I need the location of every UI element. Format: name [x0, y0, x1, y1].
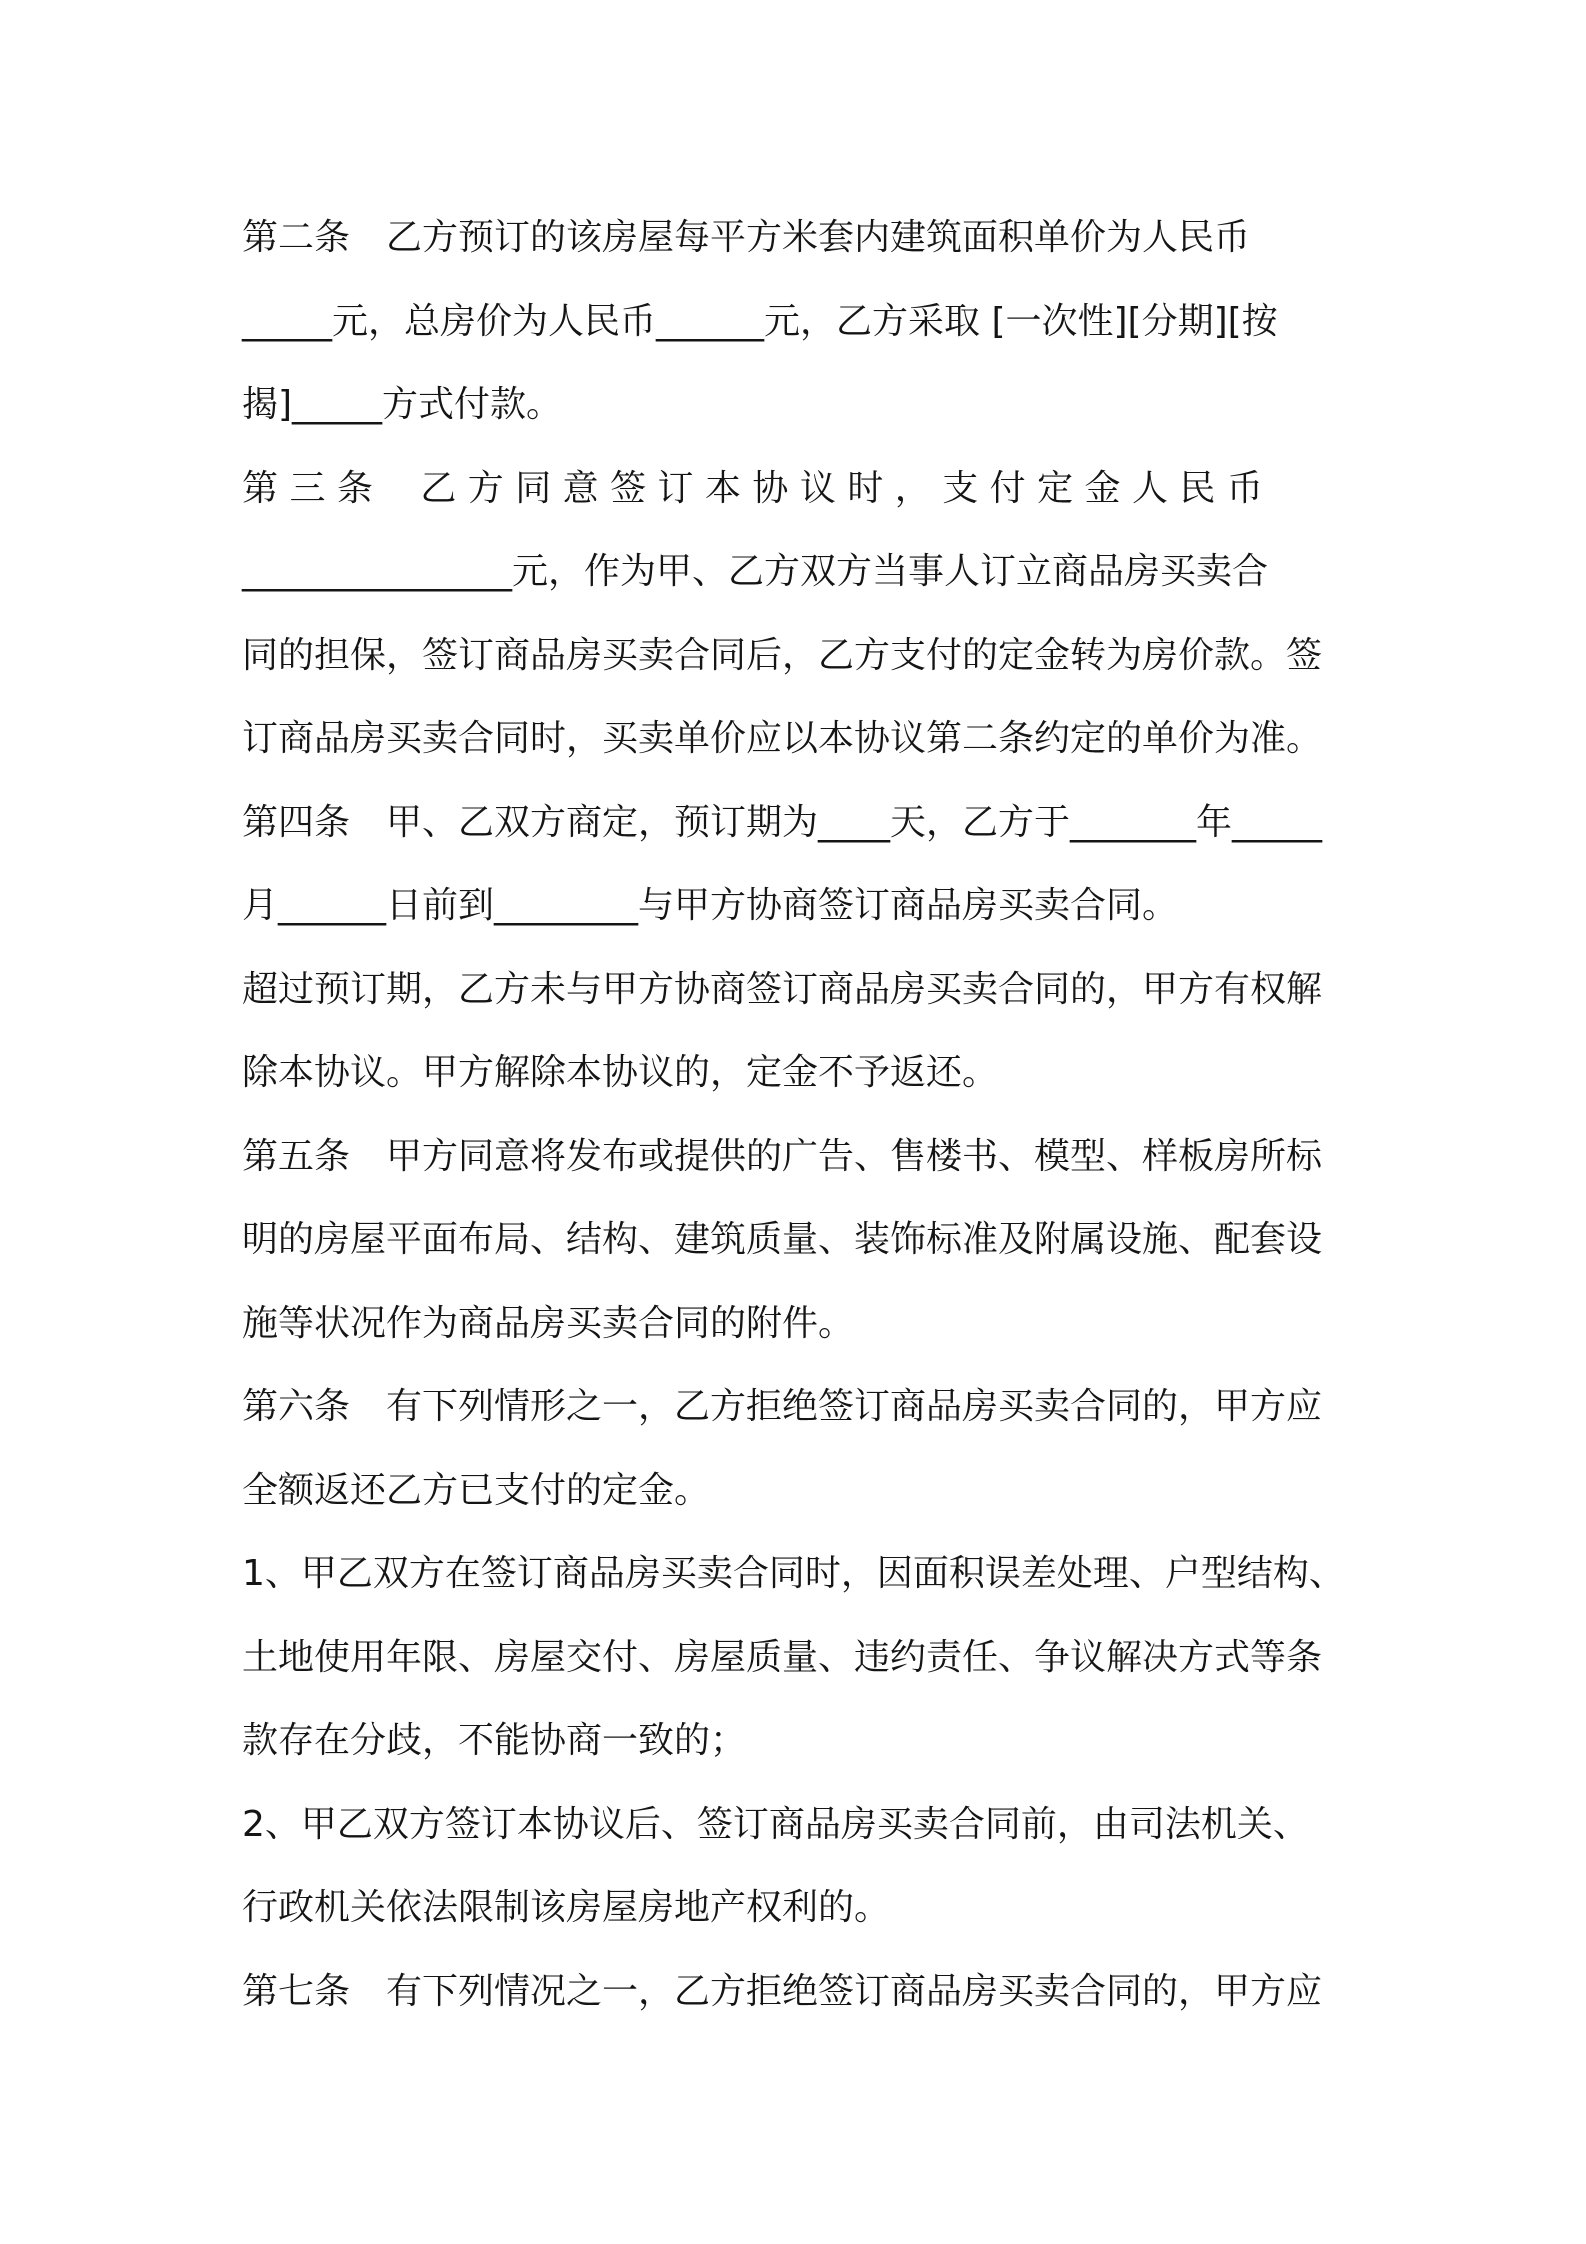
clause-6-item-1-line-3: 款存在分歧，不能协商一致的； — [242, 1720, 747, 1761]
clause-3-line-1: 第 三 条 乙 方 同 意 签 订 本 协 议 时 ， 支 付 定 金 人 民 币 — [242, 467, 1263, 509]
clause-4-line-2: 月______日前到________与甲方协商签订商品房买卖合同。 — [242, 885, 1179, 926]
clause-6-line-2: 全额返还乙方已支付的定金。 — [242, 1469, 711, 1511]
clause-2-line-1: 第二条 乙方预订的该房屋每平方米套内建筑面积单价为人民币 — [242, 217, 1251, 258]
clause-7-line-1: 第七条 有下列情况之一，乙方拒绝签订商品房买卖合同的，甲方应 — [242, 1970, 1323, 2012]
clause-3-line-2: _______________元，作为甲、乙方双方当事人订立商品房买卖合 — [242, 551, 1269, 592]
document-body — [242, 196, 1362, 2033]
clause-6-item-1-line-1: 1、甲乙双方在签订商品房买卖合同时，因面积误差处理、户型结构、 — [242, 1553, 1345, 1594]
clause-4-line-3: 超过预订期，乙方未与甲方协商签订商品房买卖合同的，甲方有权解 — [242, 968, 1323, 1010]
clause-5-line-3: 施等状况作为商品房买卖合同的附件。 — [242, 1302, 855, 1344]
clause-4-line-4: 除本协议。甲方解除本协议的，定金不予返还。 — [242, 1052, 999, 1093]
clause-6-item-2-line-1: 2、甲乙双方签订本协议后、签订商品房买卖合同前，由司法机关、 — [242, 1803, 1309, 1845]
clause-6-item-2-line-2: 行政机关依法限制该房屋房地产权利的。 — [242, 1887, 891, 1928]
clause-3-line-4: 订商品房买卖合同时，买卖单价应以本协议第二条约定的单价为准。 — [242, 718, 1323, 759]
clause-4-line-1: 第四条 甲、乙双方商定，预订期为____天，乙方于_______年_____ — [242, 801, 1323, 843]
clause-5-line-2: 明的房屋平面布局、结构、建筑质量、装饰标准及附属设施、配套设 — [242, 1219, 1323, 1260]
clause-2-line-2: _____元，总房价为人民币______元，乙方采取 [一次性][分期][按 — [242, 300, 1278, 342]
clause-6-item-1-line-2: 土地使用年限、房屋交付、房屋质量、违约责任、争议解决方式等条 — [242, 1636, 1323, 1678]
clause-6-line-1: 第六条 有下列情形之一，乙方拒绝签订商品房买卖合同的，甲方应 — [242, 1386, 1323, 1427]
clause-2-line-3: 揭]_____方式付款。 — [242, 384, 563, 425]
clause-5-line-1: 第五条 甲方同意将发布或提供的广告、售楼书、模型、样板房所标 — [242, 1135, 1323, 1177]
clause-3-line-3: 同的担保，签订商品房买卖合同后，乙方支付的定金转为房价款。签 — [242, 634, 1323, 676]
